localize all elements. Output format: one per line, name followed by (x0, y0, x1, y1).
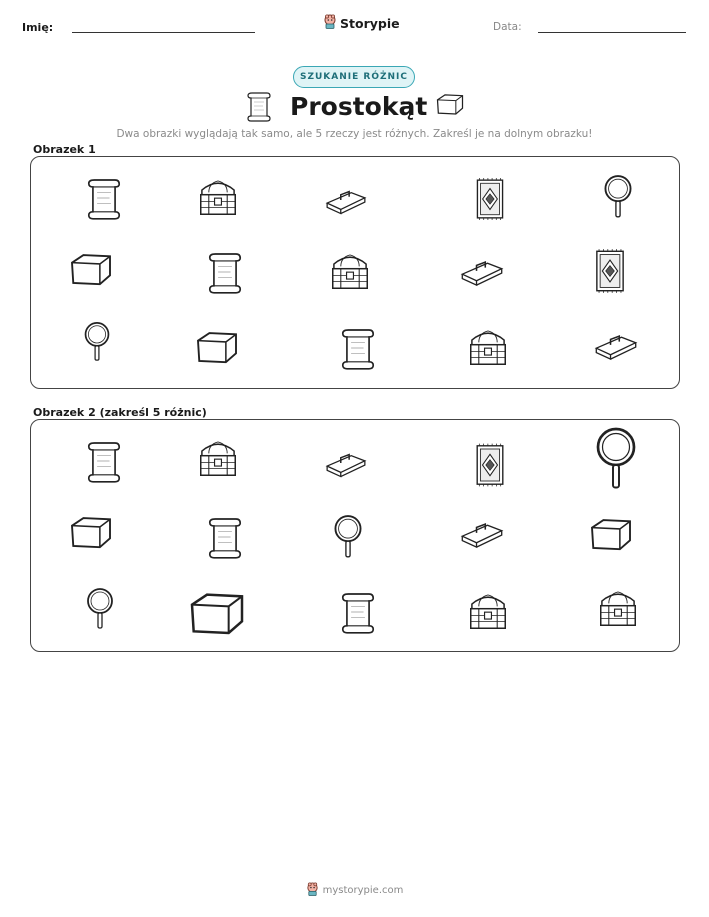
magnifier-icon (602, 174, 634, 220)
scroll-icon (340, 588, 376, 636)
tray-icon (324, 447, 368, 481)
name-line[interactable] (72, 32, 255, 33)
treasure-chest-icon (465, 324, 511, 370)
cube-icon (184, 588, 250, 638)
scroll-icon (86, 437, 122, 485)
cube-icon (588, 515, 634, 553)
storypie-logo-icon (323, 14, 337, 32)
treasure-chest-icon (195, 174, 241, 220)
scroll-icon (86, 174, 122, 222)
title-cube-icon (435, 91, 465, 117)
date-label: Data: (493, 21, 522, 33)
magnifier-icon (85, 587, 115, 631)
cube-icon (68, 513, 114, 551)
tray-icon (593, 328, 639, 364)
cube-icon (68, 250, 114, 288)
brand-logo (323, 14, 400, 32)
picture2-label: Obrazek 2 (zakreśl 5 różnic) (33, 406, 207, 419)
brand-name: Storypie (340, 15, 400, 31)
scroll-icon (207, 248, 243, 296)
cube-icon (194, 328, 240, 366)
title-scroll-icon (246, 90, 272, 122)
storypie-logo-icon (306, 882, 319, 899)
magnifier-icon (592, 426, 640, 492)
tray-icon (324, 184, 368, 218)
scroll-icon (207, 513, 243, 561)
rug-icon (593, 248, 627, 294)
rug-icon (474, 177, 506, 221)
rug-icon (474, 440, 506, 490)
date-line[interactable] (538, 32, 686, 33)
name-label: Imię: (22, 21, 54, 34)
picture1-panel (30, 156, 680, 389)
picture2-panel (30, 419, 680, 652)
picture1-label: Obrazek 1 (33, 143, 96, 156)
page-title: Prostokąt (290, 92, 428, 121)
footer-url[interactable]: mystorypie.com (322, 885, 404, 896)
magnifier-icon (332, 514, 364, 560)
scroll-icon (340, 324, 376, 372)
footer (0, 882, 709, 899)
treasure-chest-icon (327, 248, 373, 294)
treasure-chest-icon (595, 585, 641, 631)
activity-badge: SZUKANIE RÓŻNIC (293, 66, 415, 88)
treasure-chest-icon (195, 435, 241, 481)
instructions: Dwa obrazki wyglądają tak samo, ale 5 rzeczy jest różnych. Zakreśl je na dolnym obrazku! (116, 128, 593, 140)
tray-icon (459, 516, 505, 552)
magnifier-icon (82, 321, 112, 363)
treasure-chest-icon (465, 588, 511, 634)
tray-icon (459, 254, 505, 290)
